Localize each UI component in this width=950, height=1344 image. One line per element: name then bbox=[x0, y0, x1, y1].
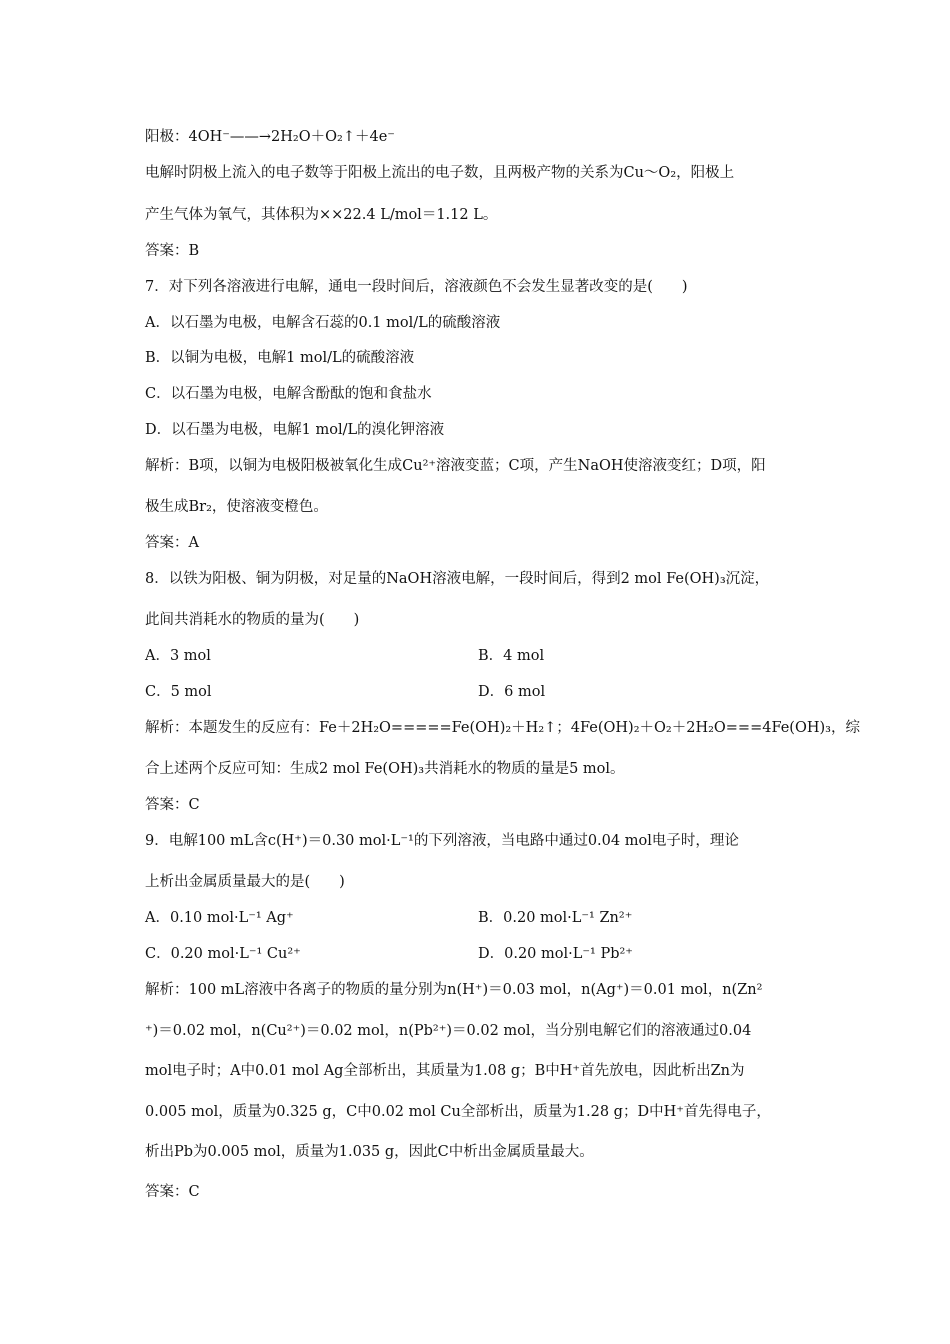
question-8-line-1: 8．以铁为阳极、铜为阴极，对足量的NaOH溶液电解，一段时间后，得到2 mol Fe(OH)₃沉淀， bbox=[145, 571, 770, 587]
explanation-line-1: 电解时阴极上流入的电子数等于阳极上流出的电子数，且两极产物的关系为Cu～O₂，阳极上 bbox=[145, 165, 735, 181]
question-7: 7．对下列各溶液进行电解，通电一段时间后，溶液颜色不会发生显著改变的是( ) bbox=[145, 279, 688, 295]
question-9-option-d: D．0.20 mol·L⁻¹ Pb²⁺ bbox=[478, 946, 633, 962]
question-7-option-d: D．以石墨为电极，电解1 mol/L的溴化钾溶液 bbox=[145, 422, 445, 438]
question-9-line-2: 上析出金属质量最大的是( ) bbox=[145, 874, 345, 890]
question-9-option-a: A．0.10 mol·L⁻¹ Ag⁺ bbox=[145, 910, 294, 926]
analysis-9-line-2: ⁺)＝0.02 mol，n(Cu²⁺)＝0.02 mol，n(Pb²⁺)＝0.02 mol，当分别电解它们的溶液通过0.04 bbox=[145, 1023, 752, 1039]
question-7-option-a: A．以石墨为电极，电解含石蕊的0.1 mol/L的硫酸溶液 bbox=[145, 315, 501, 331]
question-8-option-c: C．5 mol bbox=[145, 684, 212, 700]
analysis-9-line-4: 0.005 mol，质量为0.325 g，C中0.02 mol Cu全部析出，质量为1.28 g；D中H⁺首先得电子， bbox=[145, 1104, 771, 1120]
question-8-line-2: 此间共消耗水的物质的量为( ) bbox=[145, 612, 360, 628]
question-7-option-c: C．以石墨为电极，电解含酚酞的饱和食盐水 bbox=[145, 386, 432, 402]
analysis-7-line-1: 解析：B项，以铜为电极阳极被氧化生成Cu²⁺溶液变蓝；C项，产生NaOH使溶液变红；D项，阳 bbox=[145, 458, 766, 474]
question-8-option-a: A．3 mol bbox=[145, 648, 211, 664]
question-7-option-b: B．以铜为电极，电解1 mol/L的硫酸溶液 bbox=[145, 350, 415, 366]
question-9-line-1: 9．电解100 mL含c(H⁺)＝0.30 mol·L⁻¹的下列溶液，当电路中通过0.04 mol电子时，理论 bbox=[145, 833, 739, 849]
analysis-9-line-1: 解析：100 mL溶液中各离子的物质的量分别为n(H⁺)＝0.03 mol，n(Ag⁺)＝0.01 mol，n(Zn² bbox=[145, 982, 763, 998]
answer-7: 答案：A bbox=[145, 535, 199, 551]
question-9-option-b: B．0.20 mol·L⁻¹ Zn²⁺ bbox=[478, 910, 633, 926]
explanation-line-2: 产生气体为氧气，其体积为××22.4 L/mol＝1.12 L。 bbox=[145, 207, 498, 223]
analysis-7-line-2: 极生成Br₂，使溶液变橙色。 bbox=[145, 499, 328, 515]
question-8-option-d: D．6 mol bbox=[478, 684, 546, 700]
analysis-9-line-5: 析出Pb为0.005 mol，质量为1.035 g，因此C中析出金属质量最大。 bbox=[145, 1144, 594, 1160]
answer-9: 答案：C bbox=[145, 1184, 200, 1200]
answer-8: 答案：C bbox=[145, 797, 200, 813]
answer-6: 答案：B bbox=[145, 243, 200, 259]
analysis-9-line-3: mol电子时；A中0.01 mol Ag全部析出，其质量为1.08 g；B中H⁺首先放电，因此析出Zn为 bbox=[145, 1063, 745, 1079]
question-9-option-c: C．0.20 mol·L⁻¹ Cu²⁺ bbox=[145, 946, 301, 962]
analysis-8-line-1: 解析：本题发生的反应有：Fe＋2H₂O=====Fe(OH)₂＋H₂↑；4Fe(OH)₂＋O₂＋2H₂O===4Fe(OH)₃，综 bbox=[145, 720, 860, 736]
anode-equation: 阳极：4OH⁻——→2H₂O＋O₂↑＋4e⁻ bbox=[145, 129, 395, 145]
analysis-8-line-2: 合上述两个反应可知：生成2 mol Fe(OH)₃共消耗水的物质的量是5 mol。 bbox=[145, 761, 625, 777]
question-8-option-b: B．4 mol bbox=[478, 648, 545, 664]
